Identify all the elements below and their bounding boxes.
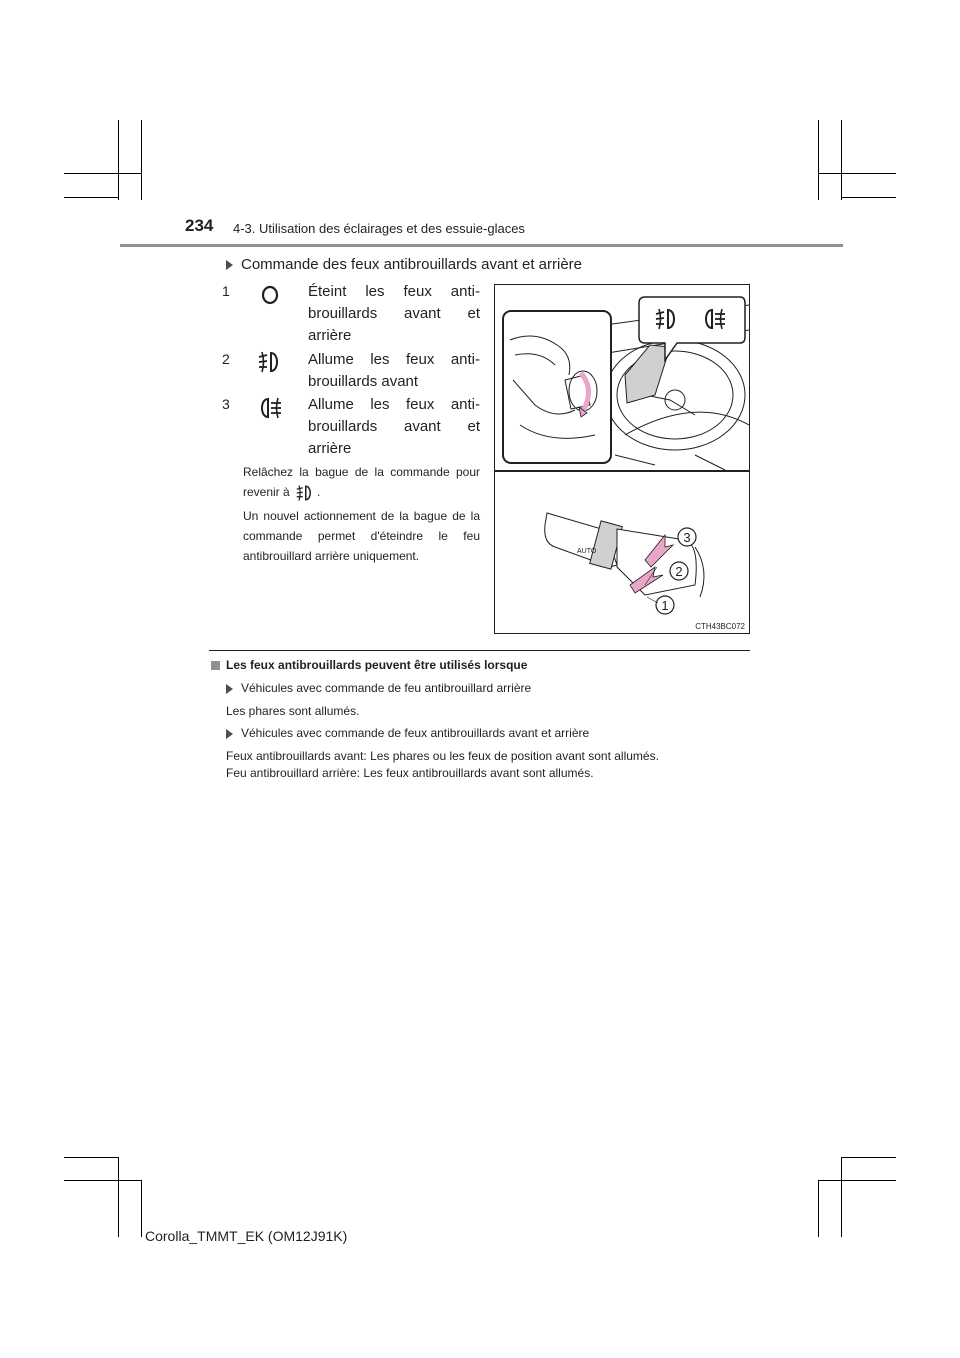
- header-rule: [120, 244, 843, 247]
- crop-mark: [841, 120, 842, 200]
- fog-light-switch-illustration: [495, 285, 749, 633]
- crop-mark: [118, 1157, 119, 1237]
- row-number: 1: [222, 283, 230, 299]
- crop-mark: [64, 1157, 119, 1158]
- row-number: 2: [222, 351, 230, 367]
- info-detail: Feu antibrouillard arrière: Les feux antibrouillards avant sont allumés.: [226, 766, 594, 780]
- figure-code: CTH43BC072: [695, 622, 745, 631]
- crop-mark: [64, 197, 119, 198]
- fog-lights-off-icon: [256, 283, 284, 307]
- triangle-bullet-icon: [226, 260, 233, 270]
- info-detail: Les phares sont allumés.: [226, 704, 360, 718]
- rear-fog-light-icon: [256, 396, 284, 420]
- note-rear-off: Un nouvel actionnement de la bague de la commande permet d'éteindre le feu antibrouillard arrière uniquement.: [243, 509, 480, 563]
- row-description: Éteint les feux anti-brouillards avant et arrière: [308, 283, 480, 344]
- triangle-bullet-icon: [226, 684, 233, 694]
- crop-mark: [841, 1157, 842, 1237]
- page-number: 234: [185, 216, 214, 235]
- row-number: 3: [222, 396, 230, 412]
- info-condition: Véhicules avec commande de feux antibrouillards avant et arrière: [226, 726, 589, 740]
- footer-model: Corolla_TMMT_EK (OM12J91K): [145, 1228, 348, 1244]
- section-divider: [209, 650, 750, 651]
- crop-mark: [841, 197, 896, 198]
- callout-number: 1: [661, 598, 669, 613]
- crop-mark: [841, 1157, 896, 1158]
- info-condition: Véhicules avec commande de feu antibrouillard arrière: [226, 681, 531, 695]
- row-description: Allume les feux anti-brouillards avant et arrière: [308, 396, 480, 457]
- chapter-title: 4-3. Utilisation des éclairages et des essuie-glaces: [233, 221, 525, 236]
- callout-number: 3: [683, 530, 691, 545]
- crop-mark: [64, 173, 142, 174]
- crop-mark: [818, 120, 819, 200]
- crop-mark: [818, 1180, 896, 1181]
- front-fog-light-icon: [256, 350, 284, 374]
- crop-mark: [818, 1180, 819, 1237]
- front-fog-light-icon: [293, 484, 317, 502]
- crop-mark: [118, 120, 119, 200]
- triangle-bullet-icon: [226, 729, 233, 739]
- info-detail: Feux antibrouillards avant: Les phares ou les feux de position avant sont allumés.: [226, 749, 659, 763]
- crop-mark: [141, 120, 142, 200]
- row-description: Allume les feux anti-brouillards avant: [308, 351, 480, 390]
- crop-mark: [141, 1180, 142, 1237]
- crop-mark: [64, 1180, 142, 1181]
- section-heading: Commande des feux antibrouillards avant et arrière: [226, 256, 582, 273]
- illustration: [494, 284, 750, 634]
- switch-label: AUTO: [577, 548, 597, 555]
- square-bullet-icon: [211, 661, 220, 670]
- crop-mark: [818, 173, 896, 174]
- note-return: Relâchez la bague de la commande pour revenir à .: [243, 462, 480, 502]
- info-heading: Les feux antibrouillards peuvent être utilisés lorsque: [211, 658, 527, 672]
- callout-number: 2: [675, 564, 683, 579]
